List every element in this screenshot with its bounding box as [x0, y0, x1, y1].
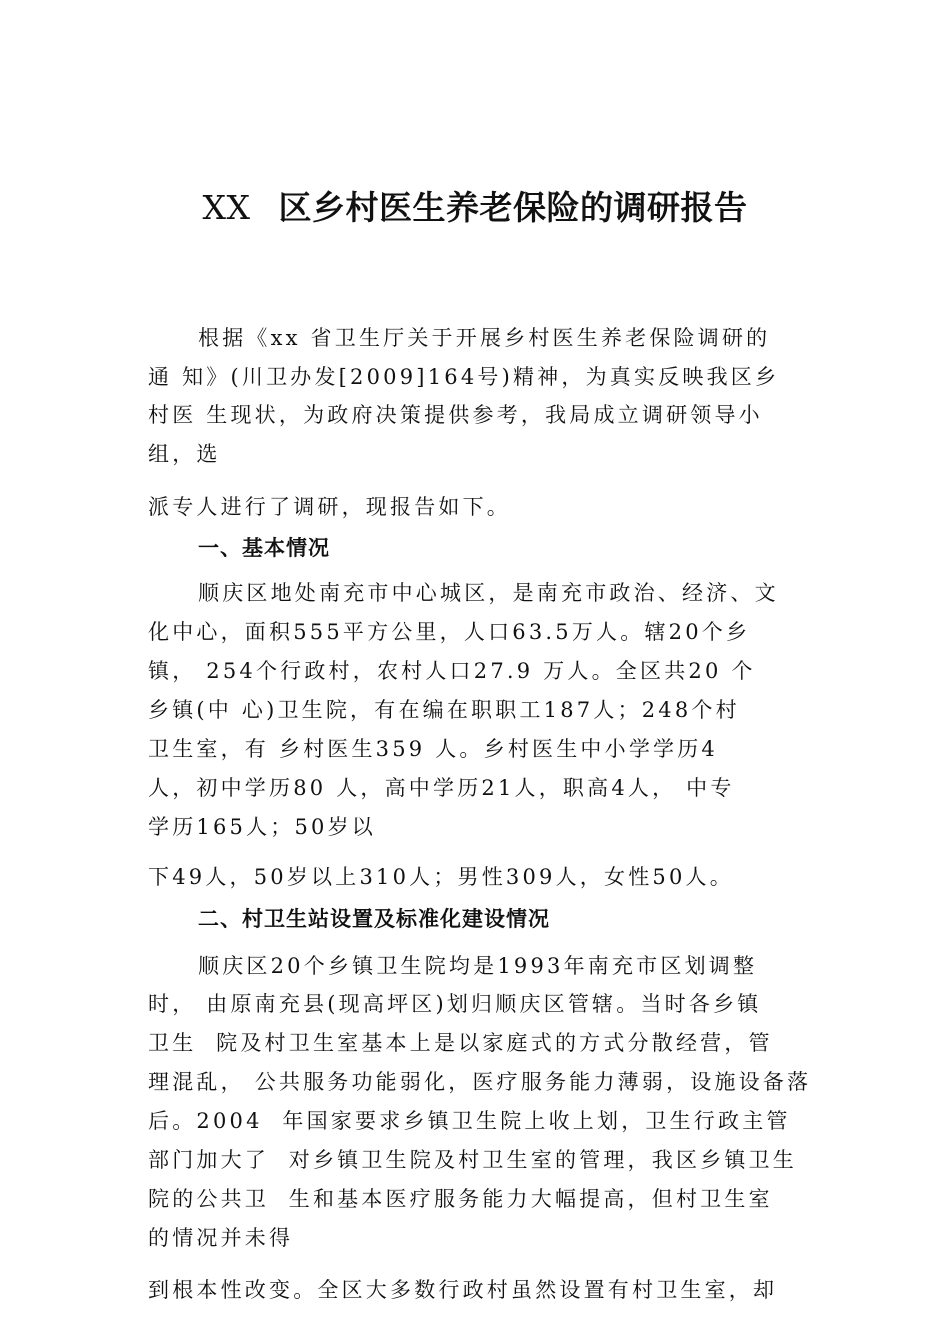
paragraph-line: 通 知》(川卫办发[2009]164号)精神，为真实反映我区乡: [148, 365, 780, 389]
paragraph-line: 顺庆区20个乡镇卫生院均是1993年南充市区划调整: [198, 954, 758, 978]
paragraph-line: 化中心，面积555平方公里，人口63.5万人。辖20个乡: [148, 620, 751, 644]
paragraph-line: 理混乱， 公共服务功能弱化，医疗服务能力薄弱，设施设备落: [148, 1070, 812, 1094]
paragraph-line: 顺庆区地处南充市中心城区，是南充市政治、经济、文: [198, 581, 779, 605]
section-heading: 二、村卫生站设置及标准化建设情况: [198, 907, 550, 931]
section-heading: 一、基本情况: [198, 536, 330, 560]
paragraph-line: 后。2004 年国家要求乡镇卫生院上收上划，卫生行政主管: [148, 1109, 791, 1133]
paragraph-line: 部门加大了 对乡镇卫生院及村卫生室的管理，我区乡镇卫生: [148, 1148, 797, 1172]
title-main: 区乡村医生养老保险的调研报告: [278, 188, 748, 227]
paragraph-line: 的情况并未得: [148, 1226, 294, 1250]
paragraph-line: 卫生 院及村卫生室基本上是以家庭式的方式分散经营，管: [148, 1031, 773, 1055]
paragraph-line: 到根本性改变。全区大多数行政村虽然设置有村卫生室，却: [148, 1278, 778, 1302]
document-title: [0, 182, 950, 229]
paragraph-line: 村医 生现状，为政府决策提供参考，我局成立调研领导小: [148, 403, 763, 427]
paragraph-line: 卫生室，有 乡村医生359 人。乡村医生中小学学历4: [148, 737, 718, 761]
paragraph-line: 人，初中学历80 人，高中学历21人，职高4人， 中专: [148, 776, 735, 800]
paragraph-line: 组，选: [148, 442, 221, 466]
paragraph-line: 院的公共卫 生和基本医疗服务能力大幅提高，但村卫生室: [148, 1187, 773, 1211]
title-prefix: XX: [202, 188, 251, 227]
paragraph-line: 派专人进行了调研，现报告如下。: [148, 495, 511, 519]
paragraph-line: 根据《xx 省卫生厅关于开展乡村医生养老保险调研的: [198, 326, 771, 350]
paragraph-line: 学历165人；50岁以: [148, 815, 377, 839]
paragraph-line: 下49人，50岁以上310人；男性309人，女性50人。: [148, 865, 734, 889]
paragraph-line: 镇， 254个行政村，农村人口27.9 万人。全区共20 个: [148, 659, 756, 683]
paragraph-line: 时， 由原南充县(现高坪区)划归顺庆区管辖。当时各乡镇: [148, 992, 762, 1016]
paragraph-line: 乡镇(中 心)卫生院，有在编在职职工187人；248个村: [148, 698, 740, 722]
